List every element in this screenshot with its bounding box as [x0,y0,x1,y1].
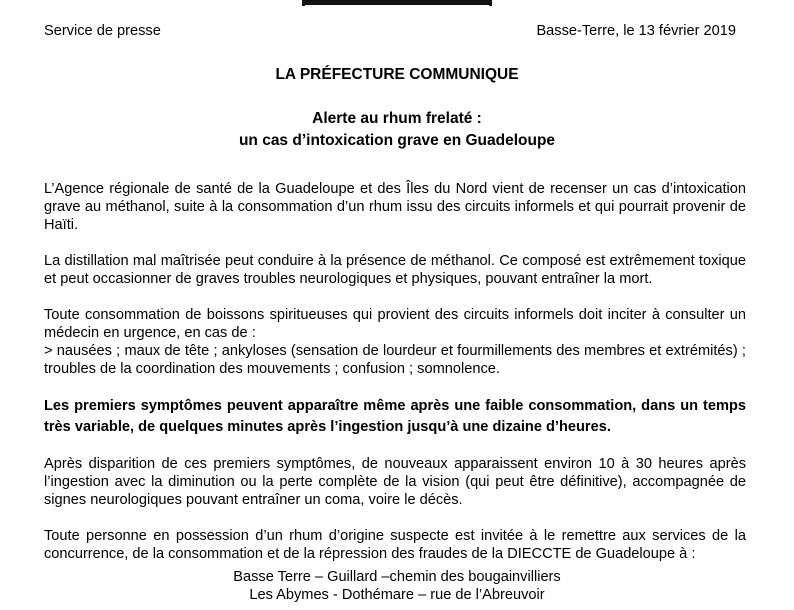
address-list [0,568,794,604]
paragraph-2: La distillation mal maîtrisée peut conduire à la présence de méthanol. Ce composé est extrêmement toxique et peut occasionner de graves troubles neurologiques et physiques, pouvant entraîner la mort. [44,253,746,287]
paragraph-3-intro: Toute consommation de boissons spiritueuses qui provient des circuits informels doit inciter à consulter un médecin en urgence, en cas de : [44,307,746,341]
address-item: Les Abymes - Dothémare – rue de l’Abreuvoir [249,587,545,603]
body-text [44,180,746,581]
headline [0,108,794,152]
headline-line-1: Alerte au rhum frelaté : [312,110,482,127]
cropped-header-text [0,0,794,6]
header-row [44,22,736,40]
paragraph-3 [44,306,746,378]
service-label: Service de presse [44,23,161,39]
paragraph-6: Toute personne en possession d’un rhum d’origine suspecte est invitée à le remettre aux services de la concurrence, de la consommation et de la répression des fraudes de la DIECCTE de Guadeloupe à : [44,528,746,562]
paragraph-5: Après disparition de ces premiers symptômes, de nouveaux apparaissent environ 10 à 30 heures après l’ingestion avec la diminution ou la perte complète de la vision (qui peut être définitive), accompagnée de signes neurologiques pouvant entraîner un coma, voire le décès. [44,456,746,508]
page-title: LA PRÉFECTURE COMMUNIQUE [275,66,519,83]
paragraph-1: L’Agence régionale de santé de la Guadeloupe et des Îles du Nord vient de recenser un cas d’intoxication grave au méthanol, suite à la consommation d’un rhum issu des circuits informels et qui pourrait provenir de Haïti. [44,181,746,233]
address-item: Basse Terre – Guillard –chemin des bougainvilliers [233,569,561,585]
paragraph-4-bold: Les premiers symptômes peuvent apparaître même après une faible consommation, dans un temps très variable, de quelques minutes après l’ingestion jusqu’à une dizaine d’heures. [44,398,746,435]
symptom-list: > nausées ; maux de tête ; ankyloses (sensation de lourdeur et fourmillements des membres et extrémités) ; troubles de la coordination des mouvements ; confusion ; somnolence. [44,343,746,377]
headline-line-2: un cas d’intoxication grave en Guadeloupe [238,132,556,149]
date-location: Basse-Terre, le 13 février 2019 [536,23,736,39]
